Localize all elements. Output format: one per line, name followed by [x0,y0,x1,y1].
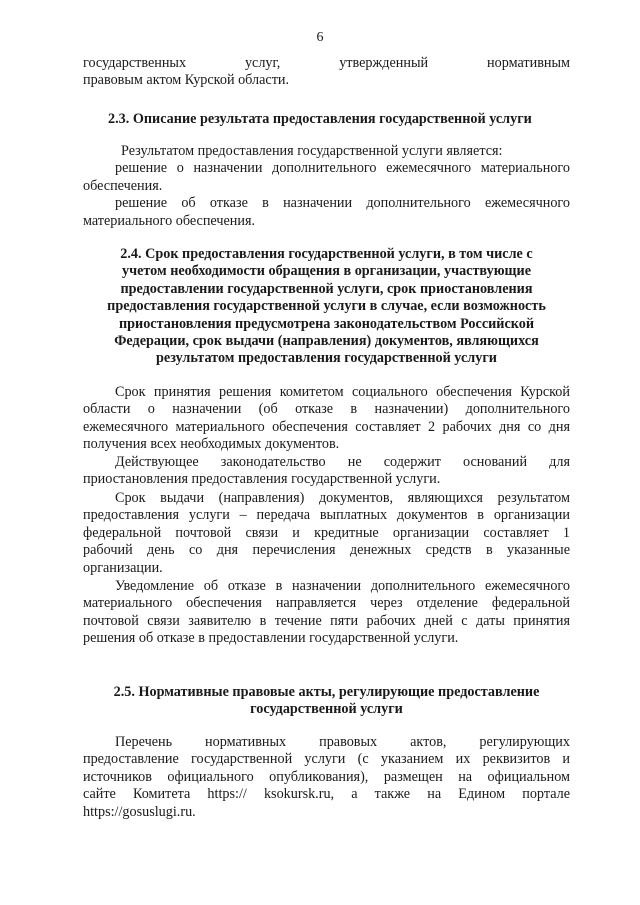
text-line: Действующее законодательство не содержит оснований для [115,454,570,470]
text-line: федеральной почтовой связи и кредитные организации составляет 1 [83,524,570,541]
text-line: правовым актом Курской области. [83,72,290,89]
section-2-4-paragraph-3 [83,490,570,577]
heading-line: государственной услуги [250,701,403,718]
text-line: решение об отказе в назначении дополнительного ежемесячного [115,195,570,212]
text-line: решения об отказе в предоставлении государственной услуги. [83,630,459,647]
text-line: https://gosuslugi.ru. [83,803,196,820]
section-2-3-heading: 2.3. Описание результата предоставления государственной услуги [108,111,532,127]
text-line: приостановления предоставления государственной услуги. [83,471,441,488]
heading-line: 2.5. Нормативные правовые акты, регулирующие предоставление [113,684,540,700]
text-line: Результатом предоставления государственной услуги является: [121,143,503,159]
text-line: сайте Комитета https:// ksokursk.ru, а также на Едином портале [83,786,570,803]
text-line: материального обеспечения. [83,212,256,229]
section-2-5-body [83,734,570,821]
text-line: источников официального опубликования), размещен на официальном [83,768,570,785]
heading-line: учетом необходимости обращения в организации, участвующие [122,263,531,280]
text-line: решение о назначении дополнительного ежемесячного материального [115,160,570,177]
text-line: почтовой связи заявителю в течение пяти рабочих дней с даты принятия [83,612,570,629]
text-line: материального обеспечения направляется через отделение федеральной [83,595,570,612]
text-line: Перечень нормативных правовых актов, регулирующих [115,734,570,750]
text-line: предоставления услуги – передача выплатных документов в организации [83,507,570,524]
text-line: предоставление государственной услуги (с указанием их реквизитов и [83,751,570,768]
text-line: рабочий день со дня перечисления денежных средств в указанные [83,542,570,559]
top-paragraph [83,55,570,90]
section-2-4-paragraph-2 [83,454,570,489]
section-2-4-heading [83,246,570,368]
text-line: государственных услуг, утвержденный нормативным [83,55,570,71]
section-2-4-paragraph-4 [83,578,570,648]
text-line: получения всех необходимых документов. [83,436,340,453]
heading-line: результатом предоставления государственной услуги [156,350,497,367]
heading-line: предоставления государственной услуги в случае, если возможность [107,298,546,315]
text-line: Срок выдачи (направления) документов, являющихся результатом [115,490,570,506]
text-line: обеспечения. [83,177,163,194]
text-line: Срок принятия решения комитетом социального обеспечения Курской [115,384,570,400]
page-number: 6 [316,30,324,45]
heading-line: Федерации, срок выдачи (направления) документов, являющихся [114,333,539,350]
text-line: ежемесячного материального обеспечения составляет 2 рабочих дня со дня [83,418,570,435]
heading-line: приостановления предусмотрена законодательством Российской [118,315,535,332]
section-2-5-heading [83,684,570,719]
section-2-3-body [83,143,570,230]
heading-line: 2.4. Срок предоставления государственной услуги, в том числе с [120,246,533,262]
text-line: организации. [83,559,163,576]
heading-line: предоставлении государственной услуги, срок приостановления [120,280,533,297]
section-2-4-paragraph-1 [83,384,570,454]
text-line: Уведомление об отказе в назначении дополнительного ежемесячного [115,578,570,594]
text-line: области о назначении (об отказе в назначении) дополнительного [83,401,570,418]
